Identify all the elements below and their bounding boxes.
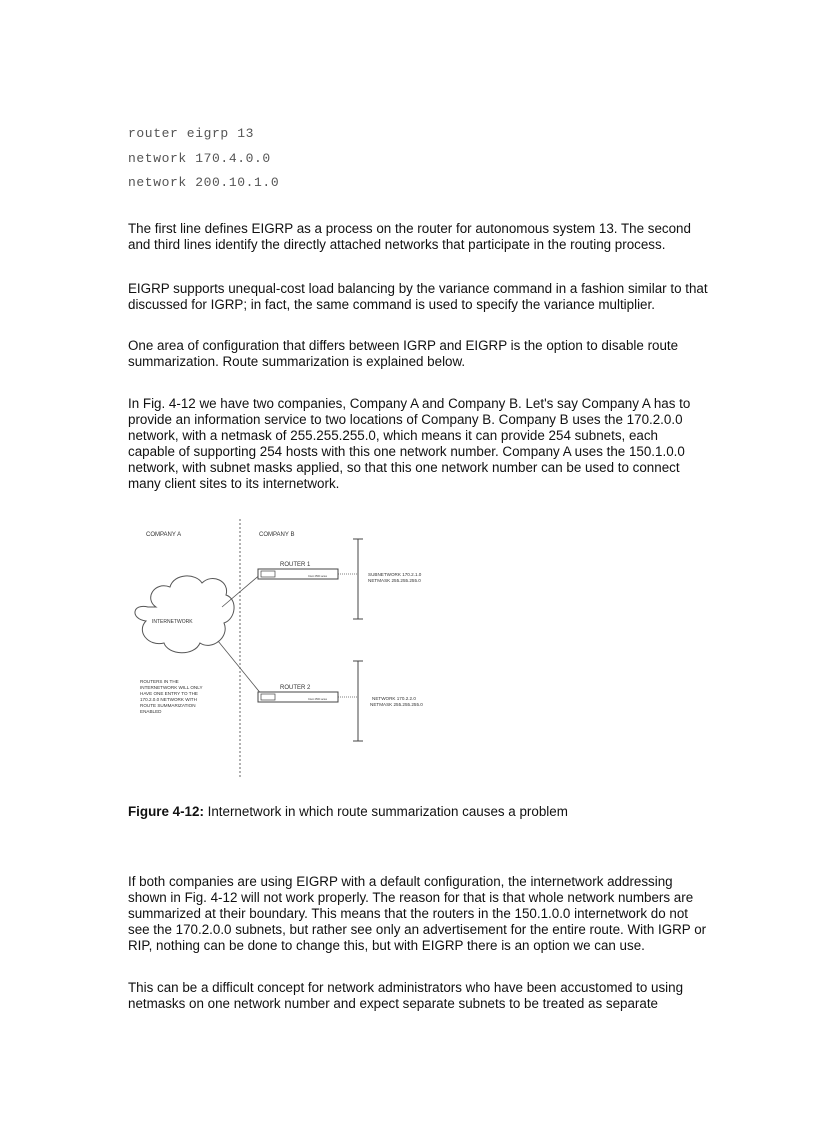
router-1-label: ROUTER 1 (280, 562, 311, 568)
paragraph-5: If both companies are using EIGRP with a default configuration, the internetwork addressing shown in Fig. 4-12 will not work properly. The reason for that is that whole network numbers are summarized at their boundary. This means that the routers in the 150.1.0.0 internetwork do not see the 170.2.0.0 subnets, but rather see only an advertisement for the entire route. With IGRP or RIP, nothing can be done to change this, but with EIGRP there is an option we can use. (128, 874, 707, 953)
note-line-6: ENABLED (140, 709, 162, 714)
note-line-1: ROUTERS IN THE (140, 679, 179, 684)
code-line-2: network 170.4.0.0 (128, 151, 271, 166)
paragraph-4: In Fig. 4-12 we have two companies, Company A and Company B. Let's say Company A has to provide an information service to two locations of Company B. Company B uses the 170.2.0.0 network, with a netmask of 255.255.255.0, which means it can provide 254 subnets, each capable of supporting 254 hosts with this one network number. Company A uses the 150.1.0.0 network, with subnet masks applied, so that this one network number can be used to connect many client sites to its internetwork. (128, 396, 691, 491)
note-line-4: 170.2.0.0 NETWORK WITH (140, 697, 197, 702)
company-a-label: COMPANY A (146, 532, 182, 538)
subnet-2-line-2: NETMASK 255.255.255.0 (370, 702, 423, 707)
internetwork-cloud (135, 576, 234, 653)
paragraph-2: EIGRP supports unequal-cost load balancing by the variance command in a fashion similar to that discussed for IGRP; in fact, the same command is used to specify the variance multiplier. (128, 281, 708, 312)
link-router-2 (218, 641, 262, 695)
code-line-1: router eigrp 13 (128, 126, 255, 141)
router-2-model: Cisco 2500 series (308, 698, 328, 701)
network-diagram (118, 515, 508, 783)
lan-segment-2 (353, 661, 363, 741)
router-1-model: Cisco 2500 series (308, 575, 328, 578)
note-line-5: ROUTE SUMMARIZATION (140, 703, 196, 708)
paragraph-6: This can be a difficult concept for network administrators who have been accustomed to using netmasks on one network number and expect separate subnets to be treated as separate (128, 980, 684, 1011)
company-b-label: COMPANY B (259, 532, 295, 538)
paragraph-1: The first line defines EIGRP as a process on the router for autonomous system 13. The second and third lines identify the directly attached networks that participate in the routing process. (128, 221, 691, 252)
note-line-3: HAVE ONE ENTRY TO THE (140, 691, 198, 696)
paragraph-3: One area of configuration that differs between IGRP and EIGRP is the option to disable route summarization. Route summarization is explained below. (128, 338, 679, 369)
subnet-1-line-2: NETMASK 255.255.255.0 (368, 578, 421, 583)
figure-caption (128, 804, 568, 819)
router-2-label: ROUTER 2 (280, 685, 311, 691)
summarization-note (140, 679, 203, 714)
caption-text: Internetwork in which route summarization causes a problem (203, 804, 568, 819)
lan-segment-1 (353, 539, 363, 619)
cloud-label: INTERNETWORK (152, 619, 193, 625)
subnet-2-line-1: NETWORK 170.2.2.0 (372, 696, 416, 701)
code-line-3: network 200.10.1.0 (128, 175, 280, 190)
link-router-1 (222, 573, 262, 607)
note-line-2: INTERNETWORK WILL ONLY (140, 685, 203, 690)
caption-label: Figure 4-12: (128, 804, 204, 819)
subnet-1-line-1: SUBNETWORK 170.2.1.0 (368, 572, 422, 577)
